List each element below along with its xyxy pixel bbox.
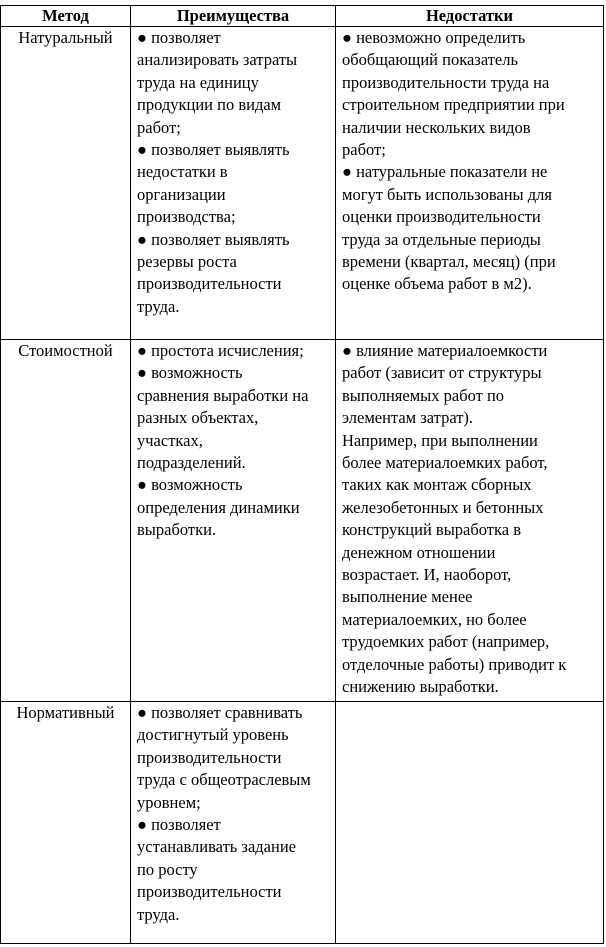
cell-text-line: труда с общеотраслевым bbox=[137, 770, 311, 790]
cell-text-line: сравнения выработки на bbox=[137, 385, 309, 405]
cell-text-line: ● позволяет выявлять bbox=[137, 140, 290, 160]
cell-text-line: ● возможность bbox=[137, 475, 243, 495]
cell-text-line: железобетонных и бетонных bbox=[342, 497, 544, 517]
cell-text-line: работ (зависит от структуры bbox=[342, 363, 542, 383]
cell-text-line: труда. bbox=[137, 904, 180, 924]
cell-text-line: оценки производительности bbox=[342, 207, 541, 227]
method-cell: Стоимостной bbox=[1, 340, 131, 702]
table-row bbox=[1, 27, 604, 340]
cell-text-line: ● позволяет сравнивать bbox=[137, 703, 303, 722]
disadvantages-cell bbox=[336, 340, 604, 702]
cell-text-line: ● натуральные показатели не bbox=[342, 162, 548, 182]
cell-text-line: выработки. bbox=[137, 520, 217, 540]
cell-text-line: ● влияние материалоемкости bbox=[342, 341, 548, 360]
cell-text-line: оценке объема работ в м2). bbox=[342, 274, 532, 294]
disadvantages-cell bbox=[336, 702, 604, 944]
cell-text-line: недостатки в bbox=[137, 162, 228, 182]
cell-text-line: по росту bbox=[137, 859, 198, 879]
cell-text-line: элементам затрат). bbox=[342, 408, 474, 428]
cell-text-line: ● возможность bbox=[137, 363, 243, 383]
header-advantages: Преимущества bbox=[131, 6, 336, 27]
cell-text-line: трудоемких работ (например, bbox=[342, 632, 550, 652]
cell-text-line: производства; bbox=[137, 207, 236, 227]
cell-text-line: могут быть использованы для bbox=[342, 184, 552, 204]
header-row bbox=[1, 6, 604, 27]
cell-text-line: производительности bbox=[137, 747, 282, 767]
cell-text-line: отделочные работы) приводит к bbox=[342, 654, 567, 674]
cell-text-line: анализировать затраты bbox=[137, 50, 298, 70]
cell-text-line: труда на единицу bbox=[137, 72, 259, 92]
cell-text-line: обобщающий показатель bbox=[342, 50, 519, 70]
cell-text-line: производительности труда на bbox=[342, 72, 550, 92]
cell-text-line: труда. bbox=[137, 296, 180, 316]
cell-text-line: материалоемких, но более bbox=[342, 609, 527, 629]
cell-text-line: резервы роста bbox=[137, 252, 237, 272]
cell-text-line: устанавливать задание bbox=[137, 837, 296, 857]
cell-text-line: ● позволяет выявлять bbox=[137, 229, 290, 249]
cell-text-line: труда за отдельные периоды bbox=[342, 229, 541, 249]
advantages-cell bbox=[131, 27, 336, 340]
cell-text-line: разных объектах, bbox=[137, 408, 259, 428]
cell-text-line: времени (квартал, месяц) (при bbox=[342, 252, 556, 272]
cell-text-line: ● невозможно определить bbox=[342, 28, 526, 47]
advantages-cell bbox=[131, 702, 336, 944]
cell-text-line: ● позволяет bbox=[137, 28, 221, 47]
disadvantages-cell bbox=[336, 27, 604, 340]
cell-text-line: достигнутый уровень bbox=[137, 725, 289, 745]
method-cell: Нормативный bbox=[1, 702, 131, 944]
cell-text-line: возрастает. И, наоборот, bbox=[342, 565, 512, 585]
cell-text-line: производительности bbox=[137, 882, 282, 902]
cell-text-line: денежном отношении bbox=[342, 542, 496, 562]
methods-table bbox=[0, 5, 604, 944]
advantages-cell bbox=[131, 340, 336, 702]
cell-text-line: наличии нескольких видов bbox=[342, 117, 531, 137]
cell-text-line: выполняемых работ по bbox=[342, 385, 505, 405]
header-disadvantages: Недостатки bbox=[336, 6, 604, 27]
cell-text-line: ● позволяет bbox=[137, 815, 221, 835]
cell-text-line: работ; bbox=[137, 117, 181, 137]
cell-text-line: производительности bbox=[137, 274, 282, 294]
cell-text-line: Например, при выполнении bbox=[342, 430, 538, 450]
cell-text-line: уровнем; bbox=[137, 792, 201, 812]
cell-text-line: организации bbox=[137, 184, 226, 204]
cell-text-line: ● простота исчисления; bbox=[137, 341, 304, 360]
cell-text-line: таких как монтаж сборных bbox=[342, 475, 532, 495]
cell-text-line: продукции по видам bbox=[137, 95, 282, 115]
header-method: Метод bbox=[1, 6, 131, 27]
cell-text-line: работ; bbox=[342, 140, 386, 160]
cell-text-line: подразделений. bbox=[137, 453, 246, 473]
method-cell: Натуральный bbox=[1, 27, 131, 340]
cell-text-line: определения динамики bbox=[137, 497, 300, 517]
cell-text-line: снижению выработки. bbox=[342, 677, 499, 697]
cell-text-line: выполнение менее bbox=[342, 587, 473, 607]
cell-text-line: строительном предприятии при bbox=[342, 95, 565, 115]
cell-text-line: конструкций выработка в bbox=[342, 520, 522, 540]
table-row bbox=[1, 702, 604, 944]
cell-text-line: более материалоемких работ, bbox=[342, 453, 548, 473]
cell-text-line: участках, bbox=[137, 430, 203, 450]
table-row bbox=[1, 340, 604, 702]
